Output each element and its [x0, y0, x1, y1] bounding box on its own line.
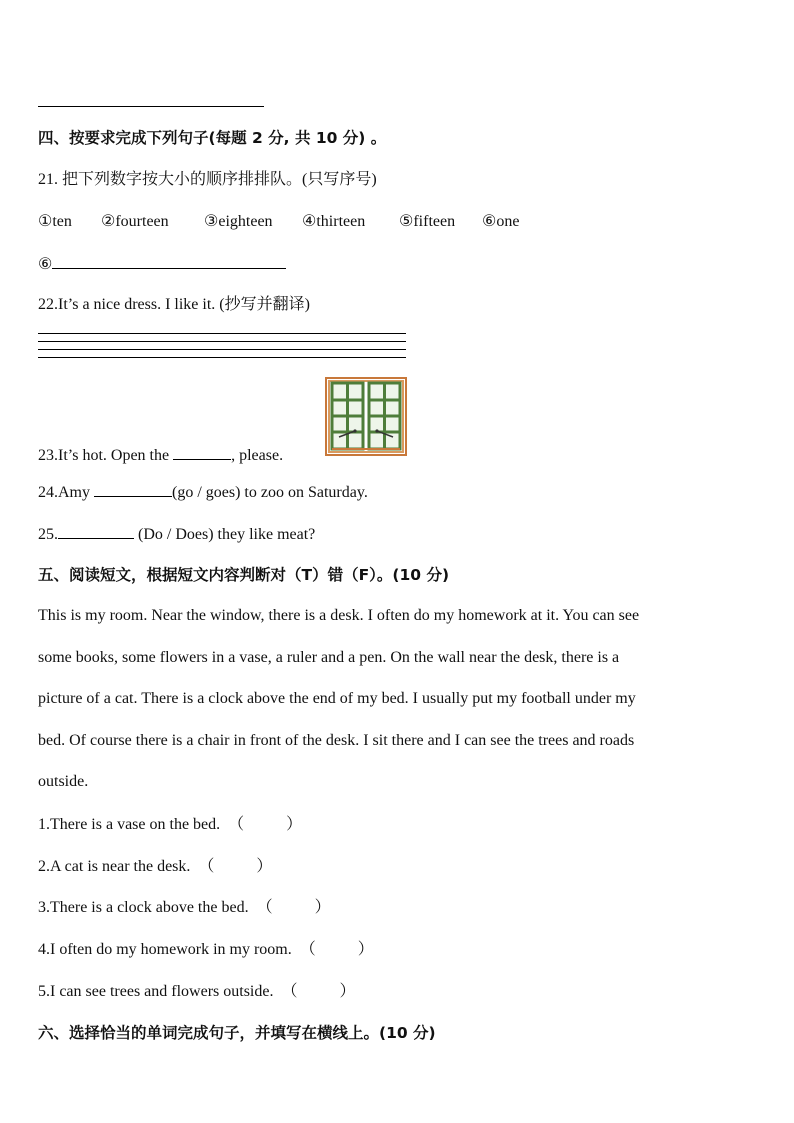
question-25 — [38, 524, 315, 545]
writing-line-4[interactable] — [38, 357, 406, 358]
q25-text-before: 25. — [38, 526, 58, 543]
option-3: ③eighteen — [204, 213, 273, 230]
question-23 — [38, 445, 283, 466]
q23-text-before: 23.It’s hot. Open the — [38, 447, 174, 464]
option-4: ④thirteen — [302, 213, 366, 230]
option-6: ⑥one — [482, 213, 520, 230]
answer-paren[interactable]: （ ） — [299, 941, 374, 958]
section-5-heading: 五、阅读短文，根据短文内容判断对（T）错（F）。(10 分) — [38, 566, 450, 584]
answer-paren[interactable]: （ ） — [256, 899, 331, 916]
statement-text: 2.A cat is near the desk. — [38, 858, 191, 875]
answer-blank[interactable] — [52, 254, 286, 269]
writing-line-2[interactable] — [38, 341, 406, 342]
statement-text: 1.There is a vase on the bed. — [38, 816, 221, 833]
statement-2 — [38, 857, 272, 877]
question-22-prompt: 22.It’s a nice dress. I like it. (抄写并翻译) — [38, 296, 310, 313]
statement-1 — [38, 815, 302, 835]
question-21-answer[interactable] — [38, 254, 286, 275]
window-icon — [325, 377, 407, 456]
question-21-prompt: 21. 把下列数字按大小的顺序排排队。(只写序号) — [38, 171, 377, 188]
q24-text-before: 24.Amy — [38, 484, 94, 501]
passage-line-4: bed. Of course there is a chair in front of the desk. I sit there and I can see the trees and roads — [38, 732, 635, 749]
passage-line-2: some books, some flowers in a vase, a ruler and a pen. On the wall near the desk, there is a — [38, 649, 620, 666]
option-5: ⑤fifteen — [399, 213, 456, 230]
writing-line-3[interactable] — [38, 349, 406, 350]
option-1: ①ten — [38, 213, 72, 230]
q25-text-after: (Do / Does) they like meat? — [134, 526, 316, 543]
q24-text-after: (go / goes) to zoo on Saturday. — [172, 484, 368, 501]
statement-text: 3.There is a clock above the bed. — [38, 899, 249, 916]
passage-line-1: This is my room. Near the window, there is a desk. I often do my homework at it. You can see — [38, 607, 640, 624]
passage-line-3: picture of a cat. There is a clock above the end of my bed. I usually put my football under my — [38, 690, 636, 707]
q23-text-after: , please. — [231, 447, 284, 464]
section-4-heading: 四、按要求完成下列句子(每题 2 分, 共 10 分) 。 — [38, 129, 387, 147]
statement-text: 5.I can see trees and flowers outside. — [38, 983, 274, 1000]
question-24 — [38, 482, 368, 503]
answer-prefix: ⑥ — [38, 256, 53, 273]
option-2: ②fourteen — [101, 213, 169, 230]
answer-line — [38, 106, 264, 107]
passage-line-5: outside. — [38, 773, 89, 790]
statement-3 — [38, 898, 331, 918]
answer-paren[interactable]: （ ） — [228, 816, 303, 833]
statement-4 — [38, 940, 374, 960]
statement-text: 4.I often do my homework in my room. — [38, 941, 292, 958]
q23-blank[interactable] — [173, 445, 231, 460]
q25-blank[interactable] — [58, 524, 134, 539]
answer-paren[interactable]: （ ） — [198, 858, 273, 875]
section-6-heading: 六、选择恰当的单词完成句子，并填写在横线上。(10 分) — [38, 1024, 436, 1042]
q24-blank[interactable] — [94, 482, 172, 497]
writing-line-1[interactable] — [38, 333, 406, 334]
statement-5 — [38, 982, 356, 1002]
answer-paren[interactable]: （ ） — [281, 983, 356, 1000]
